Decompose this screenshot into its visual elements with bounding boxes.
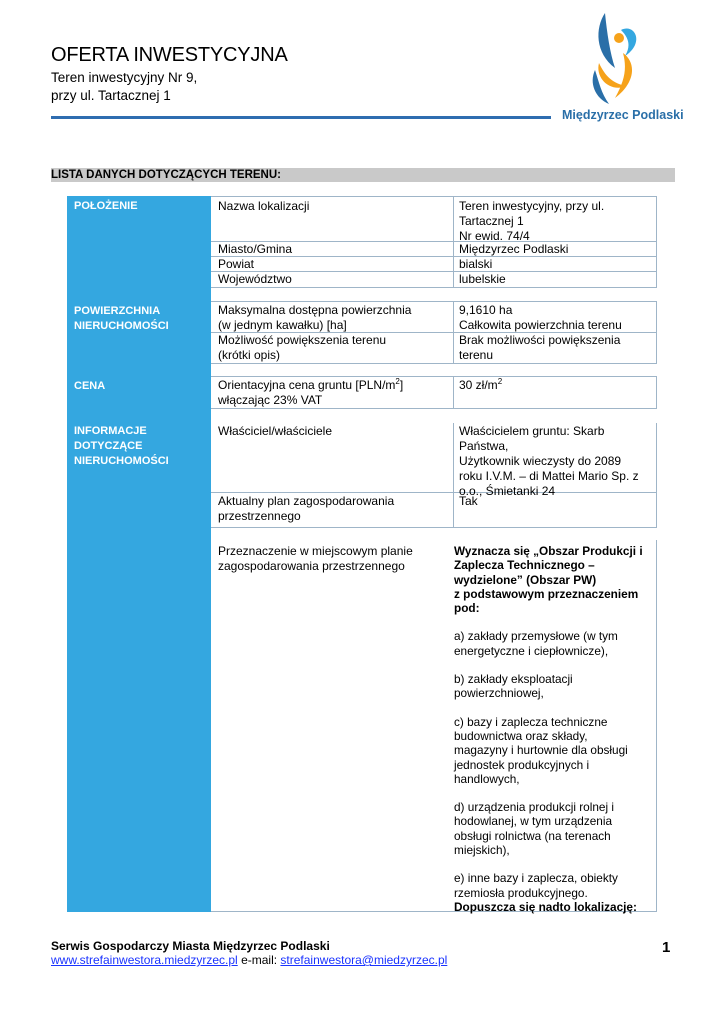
label-nazwa-lokalizacji: Nazwa lokalizacji: [218, 199, 310, 213]
value-cena-gruntu: 30 $zł/m^2$: [459, 377, 503, 392]
grid-line: [453, 196, 454, 288]
label-cena-gruntu: Orientacyjna cena gruntu $[PLN/m^2]$ włączając 23% VAT: [218, 377, 404, 407]
grid-line: [453, 423, 454, 528]
section-title: LISTA DANYCH DOTYCZĄCYCH TERENU:: [51, 168, 675, 182]
grid-line: [656, 196, 657, 288]
category-informacje-line3: NIERUCHOMOŚCI: [74, 455, 169, 467]
document-subtitle-line1: Teren inwestycyjny Nr 9,: [51, 70, 198, 85]
logo-text: Międzyrzec Podlaski: [562, 108, 684, 122]
grid-line: [211, 363, 657, 364]
footer-links: [51, 953, 447, 967]
label-wojewodztwo: Województwo: [218, 272, 292, 286]
label-miasto-gmina: Miasto/Gmina: [218, 242, 293, 256]
grid-line: [211, 287, 657, 288]
document-subtitle-line2: przy ul. Tartacznej 1: [51, 88, 171, 103]
butterfly-logo-icon: [565, 8, 675, 108]
grid-line: [453, 301, 454, 364]
value-nazwa-lokalizacji: Teren inwestycyjny, przy ul. Tartacznej 1 Nr ewid. 74/4: [459, 199, 605, 243]
document-title: OFERTA INWESTYCYJNA: [51, 44, 288, 66]
label-przeznaczenie: Przeznaczenie w miejscowym planie zagospodarowania przestrzennego: [218, 544, 413, 573]
grid-line: [211, 196, 657, 197]
value-plan-zagospodarowania: Tak: [459, 494, 478, 508]
footer-title: Serwis Gospodarczy Miasta Międzyrzec Podlaski: [51, 939, 330, 953]
header-rule: [51, 116, 551, 119]
website-link[interactable]: www.strefainwestora.miedzyrzec.pl: [51, 953, 238, 967]
value-miasto-gmina: Międzyrzec Podlaski: [459, 242, 569, 256]
value-wojewodztwo: lubelskie: [459, 272, 506, 286]
grid-line: [656, 376, 657, 409]
label-maksymalna-powierzchnia: Maksymalna dostępna powierzchnia (w jednym kawałku) [ha]: [218, 303, 412, 332]
label-plan-zagospodarowania: Aktualny plan zagospodarowania przestrzennego: [218, 494, 395, 523]
category-informacje-line1: INFORMACJE: [74, 425, 147, 437]
page-number: 1: [662, 939, 671, 956]
grid-line: [211, 301, 657, 302]
value-mozliwosc-powiekszenia: Brak możliwości powiększenia terenu: [459, 333, 621, 362]
category-informacje-line2: DOTYCZĄCE: [74, 440, 143, 452]
grid-line: [211, 376, 657, 377]
value-wlasciciel: Właścicielem gruntu: Skarb Państwa, Użytkownik wieczysty do 2089 roku I.V.M. – di Mattei Mario Sp. z o.o., Śmietanki 24: [459, 424, 639, 498]
category-powierzchnia-line2: NIERUCHOMOŚCI: [74, 320, 169, 332]
label-powiat: Powiat: [218, 257, 255, 271]
category-cena: CENA: [74, 380, 106, 392]
label-mozliwosc-powiekszenia: Możliwość powiększenia terenu (krótki opis): [218, 333, 387, 362]
value-przeznaczenie: Wyznacza się „Obszar Produkcji i Zaplecza Technicznego – wydzielone” (Obszar PW) z podstawowym przeznaczeniem pod: a) zakłady przemysłowe (w tym energetyczne i ciepłownicze), b) zakłady eksploatacji powierzchniowej, c) bazy i zaplecza techniczne budownictwa oraz składy, magazyny i hurtownie dla obsługi jednostek produkcyjnych i handlowych, d) urządzenia produkcji rolnej i hodowlanej, w tym urządzenia obsługi rolnictwa (na terenach miejskich), e) inne bazy i zaplecza, obiekty rzemiosła produkcyjnego. Dopuszcza się nadto lokalizację:: [454, 544, 643, 914]
email-link[interactable]: strefainwestora@miedzyrzec.pl: [280, 953, 448, 967]
grid-line: [656, 540, 657, 912]
grid-line: [211, 527, 657, 528]
grid-line: [656, 301, 657, 364]
email-label: e-mail:: [237, 953, 281, 967]
label-wlasciciel: Właściciel/właściciele: [218, 424, 333, 438]
value-powiat: bialski: [459, 257, 493, 271]
category-powierzchnia-line1: POWIERZCHNIA: [74, 305, 161, 317]
grid-line: [453, 376, 454, 409]
grid-line: [656, 423, 657, 528]
category-polozenie: POŁOŻENIE: [74, 200, 138, 212]
value-maksymalna-powierzchnia: 9,1610 ha Całkowita powierzchnia terenu: [459, 303, 622, 332]
grid-line: [211, 408, 657, 409]
